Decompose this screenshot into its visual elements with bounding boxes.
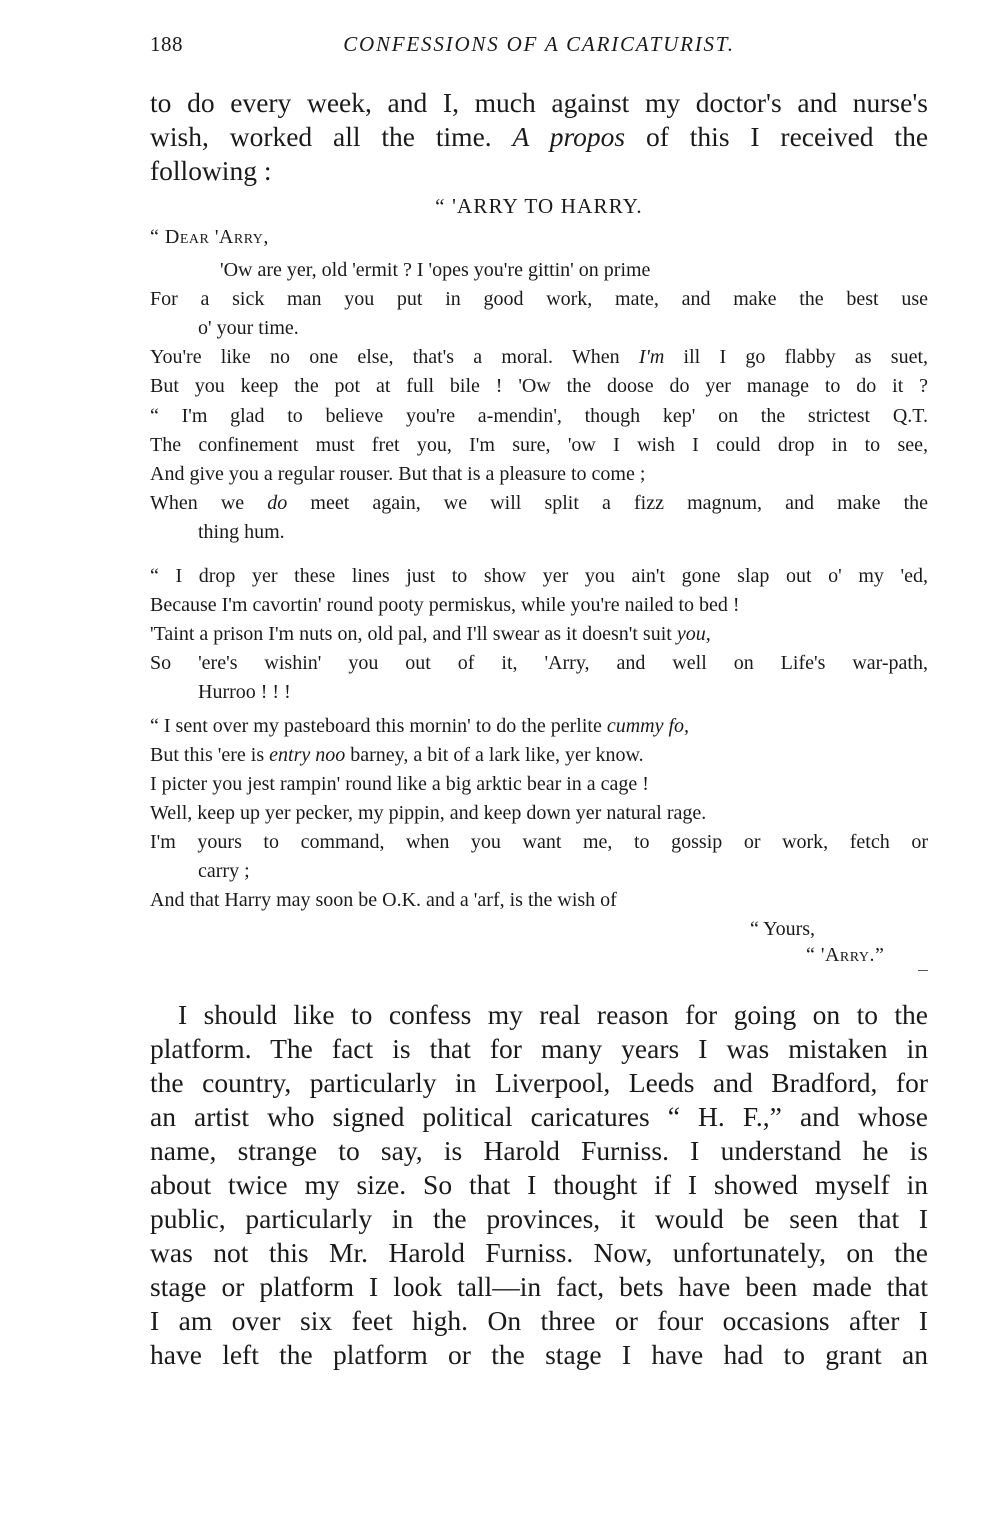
- stanza-1: [150, 256, 928, 401]
- verse-line: And that Harry may soon be O.K. and a 'arf, is the wish of: [150, 889, 617, 911]
- stanza-3: [150, 562, 928, 707]
- verse-line: And give you a regular rouser. But that is a pleasure to come ;: [150, 463, 646, 485]
- body-line: platform. The fact is that for many years I was mistaken in: [150, 1033, 928, 1064]
- verse-line: But this 'ere is entry noo barney, a bit of a lark like, yer know.: [150, 744, 644, 766]
- running-head: [150, 32, 928, 62]
- running-title: CONFESSIONS OF A CARICATURIST.: [343, 32, 735, 56]
- verse-line: “ I sent over my pasteboard this mornin' to do the perlite cummy fo,: [150, 715, 690, 737]
- body-line: about twice my size. So that I thought if I showed myself in: [150, 1169, 928, 1200]
- verse-line: I picter you jest rampin' round like a big arktic bear in a cage !: [150, 773, 649, 795]
- verse-line: Well, keep up yer pecker, my pippin, and keep down yer natural rage.: [150, 802, 707, 824]
- body-line: an artist who signed political caricatures “ H. F.,” and whose: [150, 1101, 928, 1132]
- intro-line: following :: [150, 155, 272, 186]
- body-line: was not this Mr. Harold Furniss. Now, unfortunately, on the: [150, 1237, 928, 1268]
- body-line: stage or platform I look tall—in fact, bets have been made that: [150, 1271, 928, 1302]
- verse-line: carry ;: [198, 860, 250, 882]
- poem-salutation: “ Dear 'Arry,: [150, 226, 269, 248]
- body-line: I am over six feet high. On three or four occasions after I: [150, 1305, 928, 1336]
- verse-line: “ I'm glad to believe you're a-mendin', though kep' on the strictest Q.T.: [150, 405, 928, 427]
- verse-line: “ I drop yer these lines just to show yer you ain't gone slap out o' my 'ed,: [150, 565, 928, 587]
- divider: [918, 970, 928, 971]
- page-number: 188: [150, 32, 183, 56]
- verse-line: thing hum.: [198, 521, 285, 543]
- stanza-4: [150, 712, 928, 915]
- verse-line: 'Taint a prison I'm nuts on, old pal, and I'll swear as it doesn't suit you,: [150, 623, 711, 645]
- body-line: name, strange to say, is Harold Furniss. I understand he is: [150, 1135, 928, 1166]
- verse-line: So 'ere's wishin' you out of it, 'Arry, and well on Life's war-path,: [150, 652, 928, 674]
- body-line: public, particularly in the provinces, it would be seen that I: [150, 1203, 928, 1234]
- verse-line: 'Ow are yer, old 'ermit ? I 'opes you're gittin' on prime: [220, 259, 651, 281]
- intro-line: wish, worked all the time. A propos of this I received the: [150, 121, 929, 152]
- body-line: have left the platform or the stage I have had to grant an: [150, 1339, 928, 1370]
- verse-line: You're like no one else, that's a moral. When I'm ill I go flabby as suet,: [150, 346, 928, 368]
- verse-line: Hurroo ! ! !: [198, 681, 291, 703]
- intro-paragraph: [150, 86, 928, 188]
- verse-line: But you keep the pot at full bile ! 'Ow the doose do yer manage to do it ?: [150, 375, 928, 397]
- intro-line: to do every week, and I, much against my doctor's and nurse's: [150, 87, 928, 118]
- stanza-2: [150, 402, 928, 547]
- body-line: the country, particularly in Liverpool, Leeds and Bradford, for: [150, 1067, 928, 1098]
- signoff-name: “ 'Arry.”: [806, 944, 885, 966]
- signoff-yours: “ Yours,: [750, 918, 816, 940]
- verse-line: For a sick man you put in good work, mate, and make the best use: [150, 288, 928, 310]
- verse-line: o' your time.: [198, 317, 299, 339]
- verse-line: Because I'm cavortin' round pooty permiskus, while you're nailed to bed !: [150, 594, 740, 616]
- body-line: I should like to confess my real reason for going on to the: [178, 999, 928, 1030]
- body-paragraph: [150, 998, 928, 1372]
- poem-title: “ 'ARRY TO HARRY.: [435, 194, 643, 218]
- verse-line: When we do meet again, we will split a fizz magnum, and make the: [150, 492, 928, 514]
- verse-line: The confinement must fret you, I'm sure, 'ow I wish I could drop in to see,: [150, 434, 928, 456]
- verse-line: I'm yours to command, when you want me, to gossip or work, fetch or: [150, 831, 928, 853]
